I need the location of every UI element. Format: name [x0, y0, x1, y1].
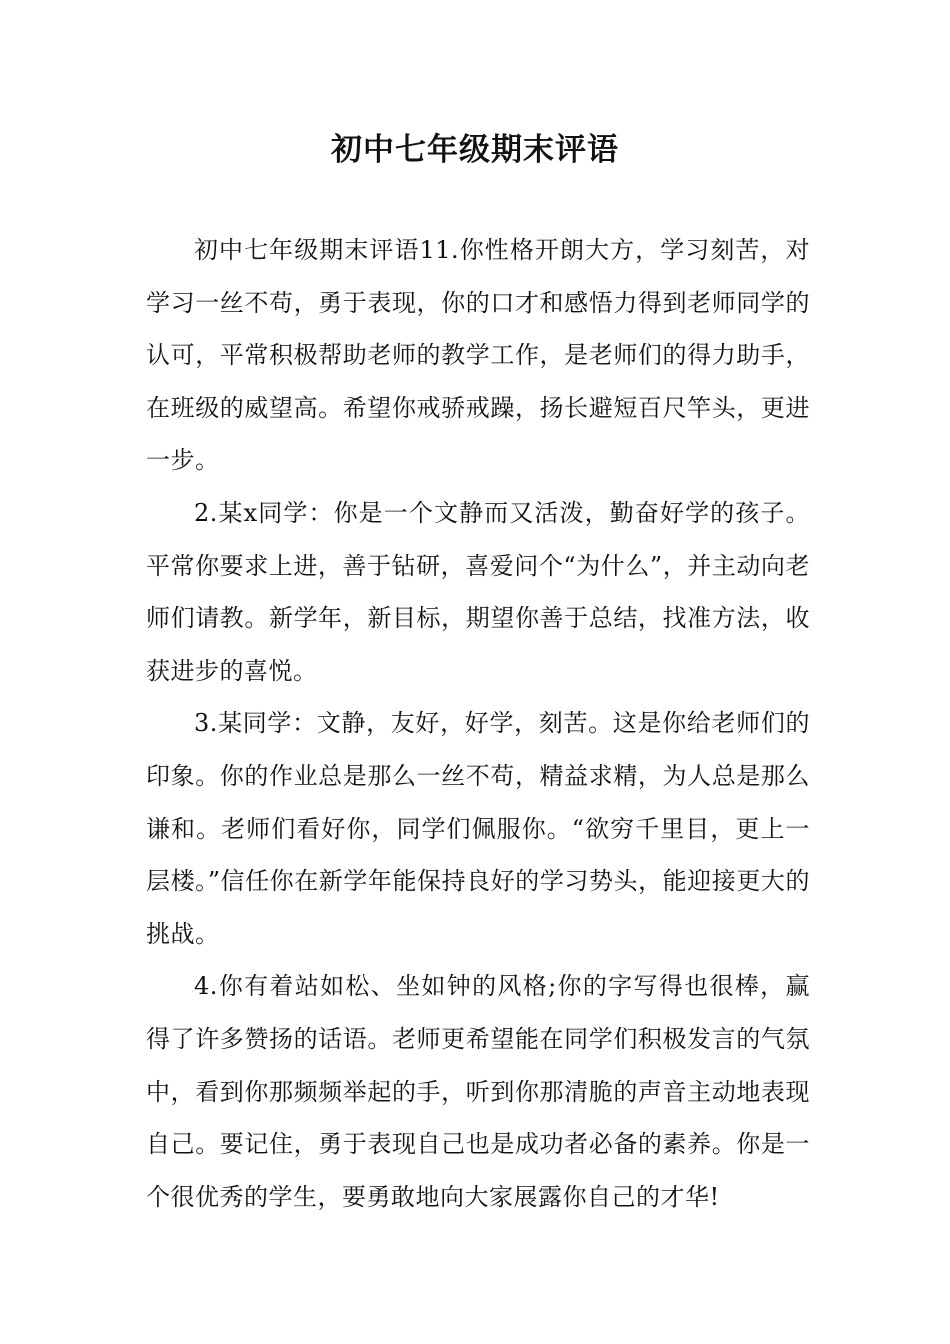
- document-title: 初中七年级期末评语: [331, 132, 619, 168]
- paragraph-2: 2.某x同学：你是一个文静而又活泼，勤奋好学的孩子。平常你要求上进，善于钻研，喜爱问个“为什么”，并主动向老师们请教。新学年，新目标，期望你善于总结，找准方法，收获进步的喜悦。: [146, 498, 810, 685]
- document-body: [146, 224, 810, 1223]
- paragraph-3: 3.某同学：文静，友好，好学，刻苦。这是你给老师们的印象。你的作业总是那么一丝不苟，精益求精，为人总是那么谦和。老师们看好你，同学们佩服你。“欲穷千里目，更上一层楼。”信任你在新学年能保持良好的学习势头，能迎接更大的挑战。: [146, 709, 810, 948]
- paragraph-1: 初中七年级期末评语11.你性格开朗大方，学习刻苦，对学习一丝不苟，勇于表现，你的口才和感悟力得到老师同学的认可，平常积极帮助老师的教学工作，是老师们的得力助手，在班级的威望高。希望你戒骄戒躁，扬长避短百尺竿头，更进一步。: [146, 236, 810, 475]
- paragraph-4: 4.你有着站如松、坐如钟的风格;你的字写得也很棒，赢得了许多赞扬的话语。老师更希望能在同学们积极发言的气氛中，看到你那频频举起的手，听到你那清脆的声音主动地表现自己。要记住，勇于表现自己也是成功者必备的素养。你是一个很优秀的学生，要勇敢地向大家展露你自己的才华!: [146, 972, 810, 1211]
